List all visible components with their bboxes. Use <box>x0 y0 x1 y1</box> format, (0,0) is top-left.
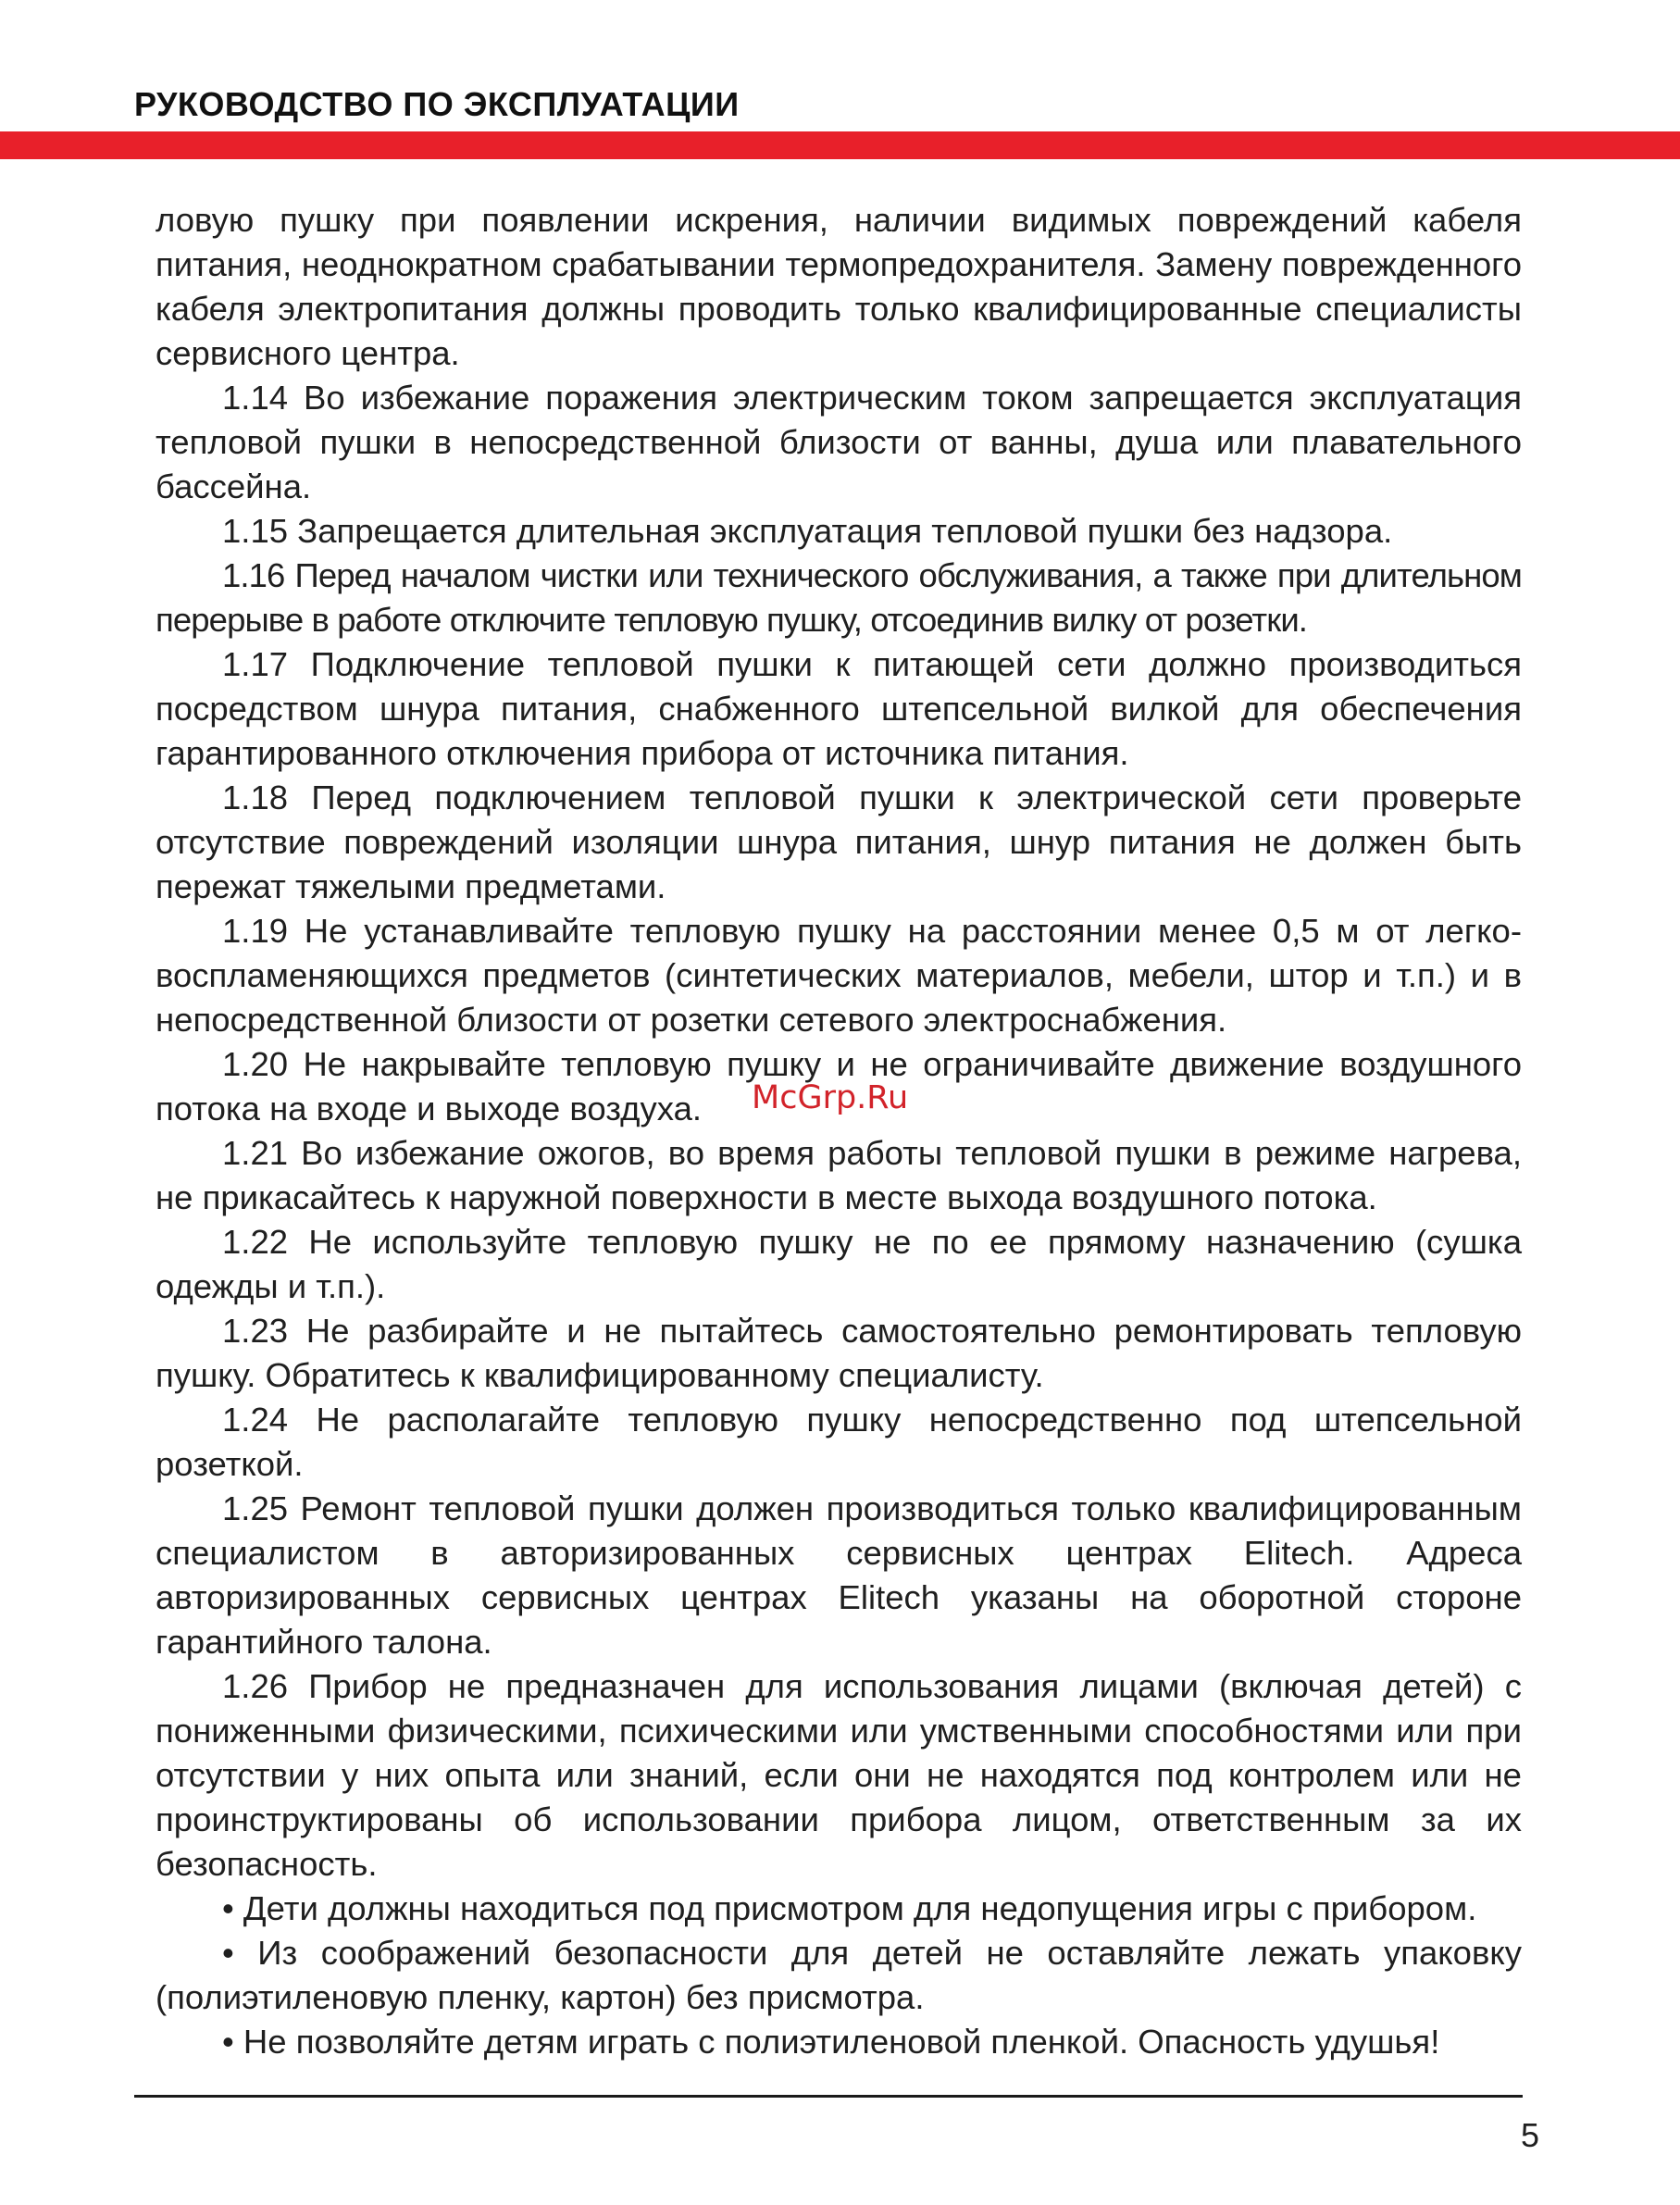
paragraph-1-19: 1.19 Не устанавливайте тепловую пушку на расстоянии менее 0,5 м от легковоспламеняющихся предметов (синтетических материалов, мебели, штор и т.п.) и в непосредственной близости от розетки сетевого электроснабжения. <box>156 912 1522 1039</box>
paragraph-1-21: 1.21 Во избежание ожогов, во время работы тепловой пушки в режиме нагрева, не прикасайтесь к наружной поверхности в месте выхода воздушного потока. <box>156 1134 1522 1216</box>
paragraph-1-23: 1.23 Не разбирайте и не пытайтесь самостоятельно ремонтировать тепловую пушку. Обратитесь к квалифицированному специалисту. <box>156 1312 1522 1394</box>
paragraph-1-24: 1.24 Не располагайте тепловую пушку непосредственно под штепсельной розеткой. <box>156 1401 1522 1483</box>
paragraph-1-18: 1.18 Перед подключением тепловой пушки к электрической сети проверьте отсутствие повреждений изоляции шнура питания, шнур питания не должен быть пережат тяжелыми предметами. <box>156 779 1522 905</box>
paragraph-1-20: 1.20 Не накрывайте тепловую пушку и не ограничивайте движение воздушного потока на входе и выходе воздуха. <box>156 1045 1522 1127</box>
footer-rule <box>134 2095 1523 2098</box>
paragraph-1-16: 1.16 Перед началом чистки или технического обслуживания, а также при длительном перерыве в работе отключите тепловую пушку, отсоединив вилку от розетки. <box>156 556 1522 639</box>
paragraph-1-17: 1.17 Подключение тепловой пушки к питающей сети должно производиться посредством шнура питания, снабженного штепсельной вилкой для обеспечения гарантированного отключения прибора от источника питания. <box>156 645 1522 772</box>
bullet-item: • Из соображений безопасности для детей не оставляйте лежать упаковку (полиэтиленовую пленку, картон) без присмотра. <box>156 1934 1522 2016</box>
paragraph-1-26: 1.26 Прибор не предназначен для использования лицами (включая детей) с пониженными физическими, психическими или умственными способностями или при отсутствии у них опыта или знаний, если они не находятся под контролем или не проинструктированы об использовании прибора лицом, ответственным за их безопасность. <box>156 1667 1522 1883</box>
paragraph-1-22: 1.22 Не используйте тепловую пушку не по ее прямому назначению (сушка одежды и т.п.). <box>156 1223 1522 1305</box>
page-number: 5 <box>1520 2116 1539 2154</box>
header-red-bar <box>0 131 1680 159</box>
instruction-body <box>156 198 1522 2064</box>
bullet-item: • Дети должны находиться под присмотром для недопущения игры с прибором. <box>222 1889 1477 1927</box>
paragraph-1-15: 1.15 Запрещается длительная эксплуатация тепловой пушки без надзора. <box>222 512 1393 550</box>
page-header-title: РУКОВОДСТВО ПО ЭКСПЛУАТАЦИИ <box>134 85 740 123</box>
paragraph-1-25: 1.25 Ремонт тепловой пушки должен производиться только квалифицированным специалистом в авторизированных сервисных центрах Elitech. Адреса авторизированных сервисных центрах Elitech указаны на оборотной стороне гарантийного талона. <box>156 1489 1522 1661</box>
watermark: McGrp.Ru <box>752 1079 909 1116</box>
paragraph-continuation: ловую пушку при появлении искрения, наличии видимых повреждений кабеля питания, неоднократном срабатывании термопредохранителя. Замену поврежденного кабеля электропитания должны проводить только квалифицированные специалисты сервисного центра. <box>156 201 1522 372</box>
paragraph-1-14: 1.14 Во избежание поражения электрическим током запрещается эксплуатация тепловой пушки в непосредственной близости от ванны, душа или плавательного бассейна. <box>156 379 1522 505</box>
bullet-item: • Не позволяйте детям играть с полиэтиленовой пленкой. Опасность удушья! <box>222 2023 1440 2061</box>
